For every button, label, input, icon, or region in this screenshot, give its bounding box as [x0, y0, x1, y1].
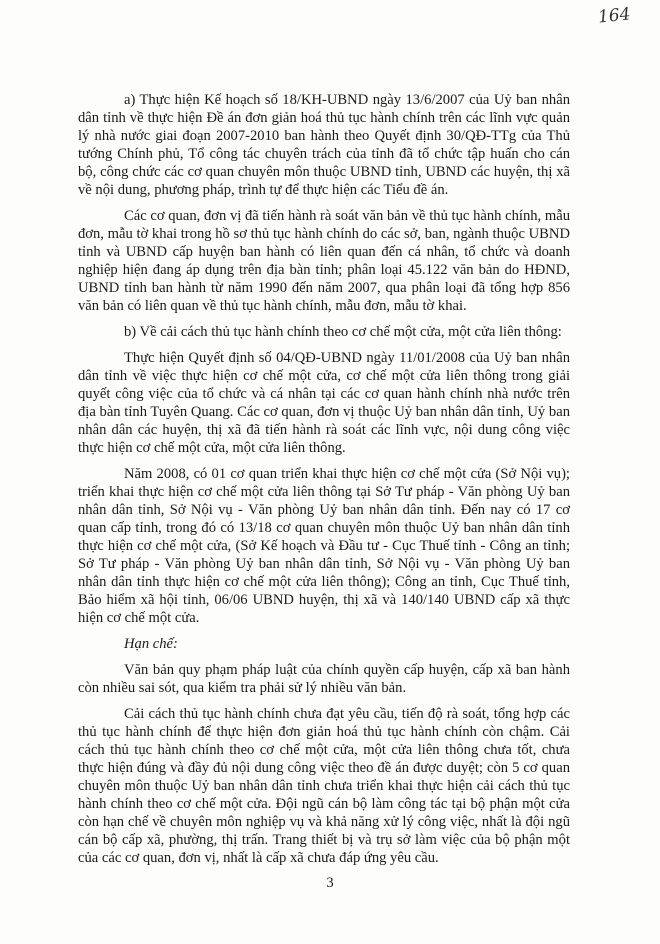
paragraph-plan-18: a) Thực hiện Kế hoạch số 18/KH-UBND ngày 13/6/2007 của Uỷ ban nhân dân tỉnh về thực hiện Đề án đơn giản hoá thủ tục hành chính trên các lĩnh vực quản lý nhà nước giai đoạn 2007-2010 ban hành theo Quyết định 30/QĐ-TTg của Thủ tướng Chính phủ, Tổ công tác chuyên trách của tỉnh đã tổ chức tập huấn cho cán bộ, công chức các cơ quan chuyên môn thuộc UBND tỉnh, UBND các huyện, thị xã về nội dung, phương pháp, trình tự để thực hiện các Tiểu đề án. [78, 92, 570, 198]
paragraph-year-2008: Năm 2008, có 01 cơ quan triển khai thực hiện cơ chế một cửa (Sở Nội vụ); triển khai thực hiện cơ chế một cửa liên thông tại Sở Tư pháp - Văn phòng Uỷ ban nhân dân tỉnh, Sở Nội vụ - Văn phòng Uỷ ban nhân dân tỉnh. Đến nay có 17 cơ quan cấp tỉnh, trong đó có 13/18 cơ quan chuyên môn thuộc Uỷ ban nhân dân tỉnh thực hiện cơ chế một cửa, (Sở Kế hoạch và Đầu tư - Cục Thuế tỉnh - Công an tỉnh; Sở Tư pháp - Văn phòng Uỷ ban nhân dân tỉnh, Sở Nội vụ - Văn phòng Uỷ ban nhân dân tỉnh thực hiện cơ chế một cửa liên thông); Công an tỉnh, Cục Thuế tỉnh, Bảo hiểm xã hội tỉnh, 06/06 UBND huyện, thị xã và 140/140 UBND cấp xã thực hiện cơ chế một cửa. [78, 466, 570, 626]
section-heading-limitations: Hạn chế: [124, 636, 178, 652]
paragraph-legal-docs-errors: Văn bản quy phạm pháp luật của chính quyền cấp huyện, cấp xã ban hành còn nhiều sai sót, qua kiểm tra phải sử lý nhiều văn bản. [78, 662, 570, 696]
paragraph-reform-shortcomings: Cải cách thủ tục hành chính chưa đạt yêu cầu, tiến độ rà soát, tổng hợp các thủ tục hành chính để thực hiện đơn giản hoá thủ tục hành chính còn chậm. Cải cách thủ tục hành chính theo cơ chế một cửa, một cửa liên thông chưa tốt, chưa thực hiện đúng và đầy đủ nội dung công việc theo đề án được duyệt; còn 5 cơ quan chuyên môn thuộc Uỷ ban nhân dân tỉnh chưa triển khai thực hiện cải cách thủ tục hành chính theo cơ chế một cửa. Đội ngũ cán bộ làm công tác tại bộ phận một cửa còn hạn chế về chuyên môn nghiệp vụ và khả năng xử lý công việc, nhất là đội ngũ cán bộ cấp xã, phường, thị trấn. Trang thiết bị và trụ sở làm việc của bộ phận một của các cơ quan, đơn vị, nhất là cấp xã chưa đáp ứng yêu cầu. [78, 706, 570, 866]
document-body [78, 91, 570, 875]
page-number: 3 [326, 875, 334, 891]
paragraph-decision-04: Thực hiện Quyết định số 04/QĐ-UBND ngày 11/01/2008 của Uỷ ban nhân dân tỉnh về việc thực hiện cơ chế một cửa, cơ chế một cửa liên thông trong giải quyết công việc của tổ chức và cá nhân tại các cơ quan hành chính nhà nước trên địa bàn tỉnh Tuyên Quang. Các cơ quan, đơn vị thuộc Uỷ ban nhân dân tỉnh, Uỷ ban nhân dân các huyện, thị xã đã tiến hành rà soát các lĩnh vực, nội dung công việc thực hiện cơ chế một cửa, một cửa liên thông. [78, 350, 570, 456]
paragraph-one-stop-heading: b) Về cải cách thủ tục hành chính theo cơ chế một cửa, một cửa liên thông: [124, 324, 562, 340]
handwritten-page-number: 164 [596, 4, 631, 28]
paragraph-review-documents: Các cơ quan, đơn vị đã tiến hành rà soát văn bản về thủ tục hành chính, mẫu đơn, mẫu tờ khai trong hồ sơ thủ tục hành chính do các sở, ban, ngành thuộc UBND tỉnh và UBND cấp huyện ban hành có liên quan đến cá nhân, tổ chức và doanh nghiệp hiện đang áp dụng trên địa bàn tỉnh; phân loại 45.122 văn bản do HĐND, UBND tỉnh ban hành từ năm 1990 đến năm 2007, qua phân loại đã tổng hợp 856 văn bản có liên quan về thủ tục hành chính, mẫu đơn, mẫu tờ khai. [78, 208, 570, 314]
